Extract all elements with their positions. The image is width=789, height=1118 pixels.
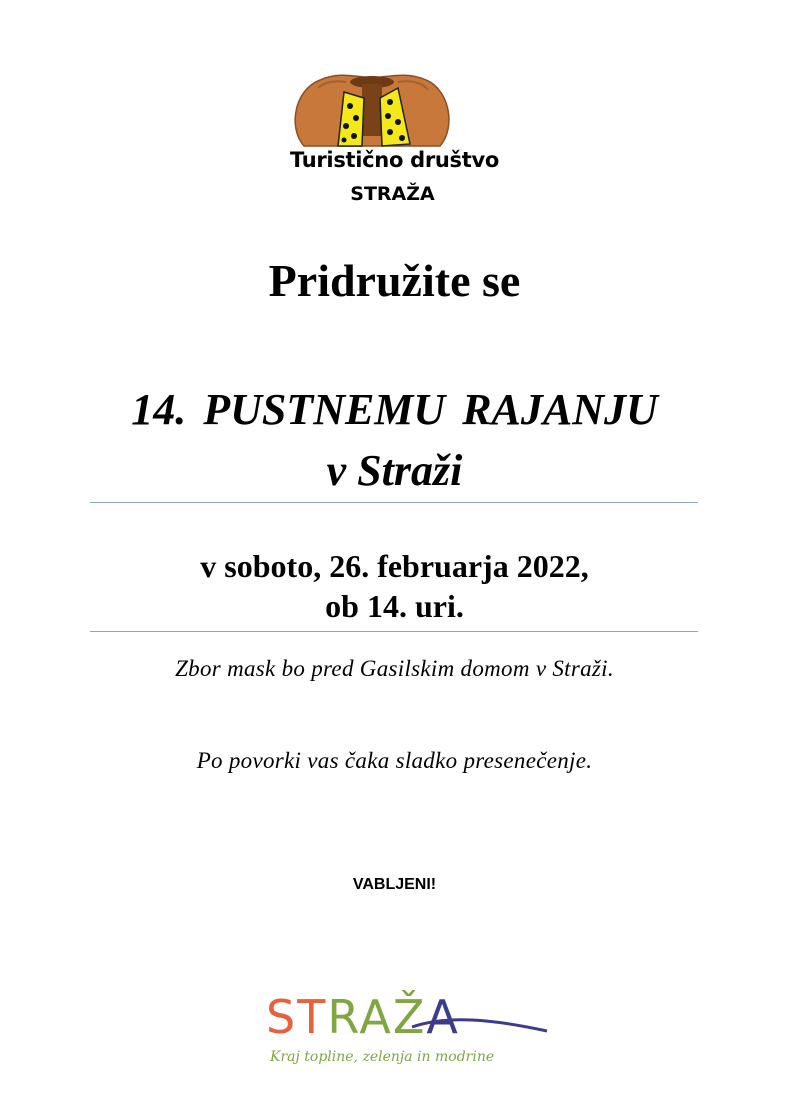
svg-text:Kraj topline, zelenja in modri: Kraj topline, zelenja in modrine: [270, 1049, 495, 1065]
event-date-line1: v soboto, 26. februarja 2022,: [200, 548, 589, 584]
straza-logo-icon: [262, 985, 552, 1075]
cake-mask-logo-icon: [290, 68, 455, 148]
event-title-line1: 14. PUSTNEMU RAJANJU: [131, 385, 658, 434]
org-name-line2: STRAŽA: [350, 183, 435, 205]
svg-text:STRAŽA: STRAŽA: [266, 990, 460, 1044]
org-name-line1: Turistično društvo: [290, 148, 499, 172]
welcome-text: VABLJENI!: [352, 876, 437, 893]
divider: [90, 631, 698, 632]
page-title: Pridružite se: [268, 255, 521, 306]
event-title-line2: v Straži: [326, 446, 463, 495]
event-time-line2: ob 14. uri.: [325, 588, 464, 624]
surprise-info: Po povorki vas čaka sladko presenečenje.: [196, 748, 593, 773]
divider: [90, 502, 698, 503]
gathering-info: Zbor mask bo pred Gasilskim domom v Straži.: [175, 656, 614, 681]
